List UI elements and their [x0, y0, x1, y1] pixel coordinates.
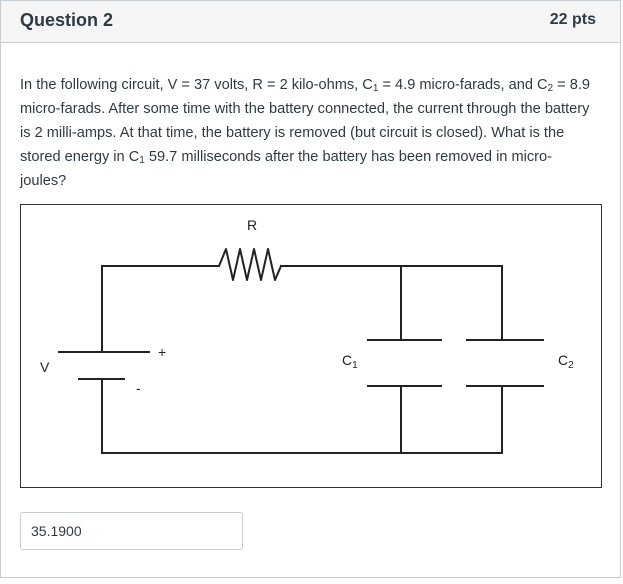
label-c1: [342, 352, 358, 371]
question-text: [20, 73, 592, 193]
resistor-symbol: [219, 249, 281, 280]
question-text-part: 59.7 milliseconds after the battery has been removed in micro-joules?: [20, 149, 553, 189]
subscript: 1: [372, 83, 379, 94]
label-minus: -: [136, 380, 141, 396]
label-c2-subscript: 2: [568, 360, 574, 371]
question-text-part: = 8.9 micro-farads. After some time with the battery connected, the current through the battery is 2 milli-amps. At that time, the battery is removed (but circuit is closed). What is the stored energy in C: [20, 77, 591, 165]
question-text-part: In the following circuit, V = 37 volts, R = 2 kilo-ohms, C: [20, 77, 373, 93]
label-c2-letter: C: [558, 352, 569, 368]
label-c1-subscript: 1: [352, 360, 358, 371]
circuit-diagram: [20, 204, 602, 488]
label-v: V: [40, 359, 50, 375]
circuit-svg: [21, 205, 601, 487]
subscript: 1: [139, 155, 145, 166]
label-r: R: [247, 217, 258, 233]
label-c2: [558, 352, 574, 371]
question-points: 22 pts: [549, 11, 596, 28]
label-plus: +: [158, 344, 167, 360]
label-c1-letter: C: [342, 352, 353, 368]
answer-input[interactable]: 35.1900: [20, 512, 243, 550]
question-text-part: = 4.9 micro-farads, and C: [378, 77, 548, 93]
question-header: [1, 1, 620, 43]
question-title: Question 2: [20, 10, 114, 30]
subscript: 2: [547, 83, 554, 94]
